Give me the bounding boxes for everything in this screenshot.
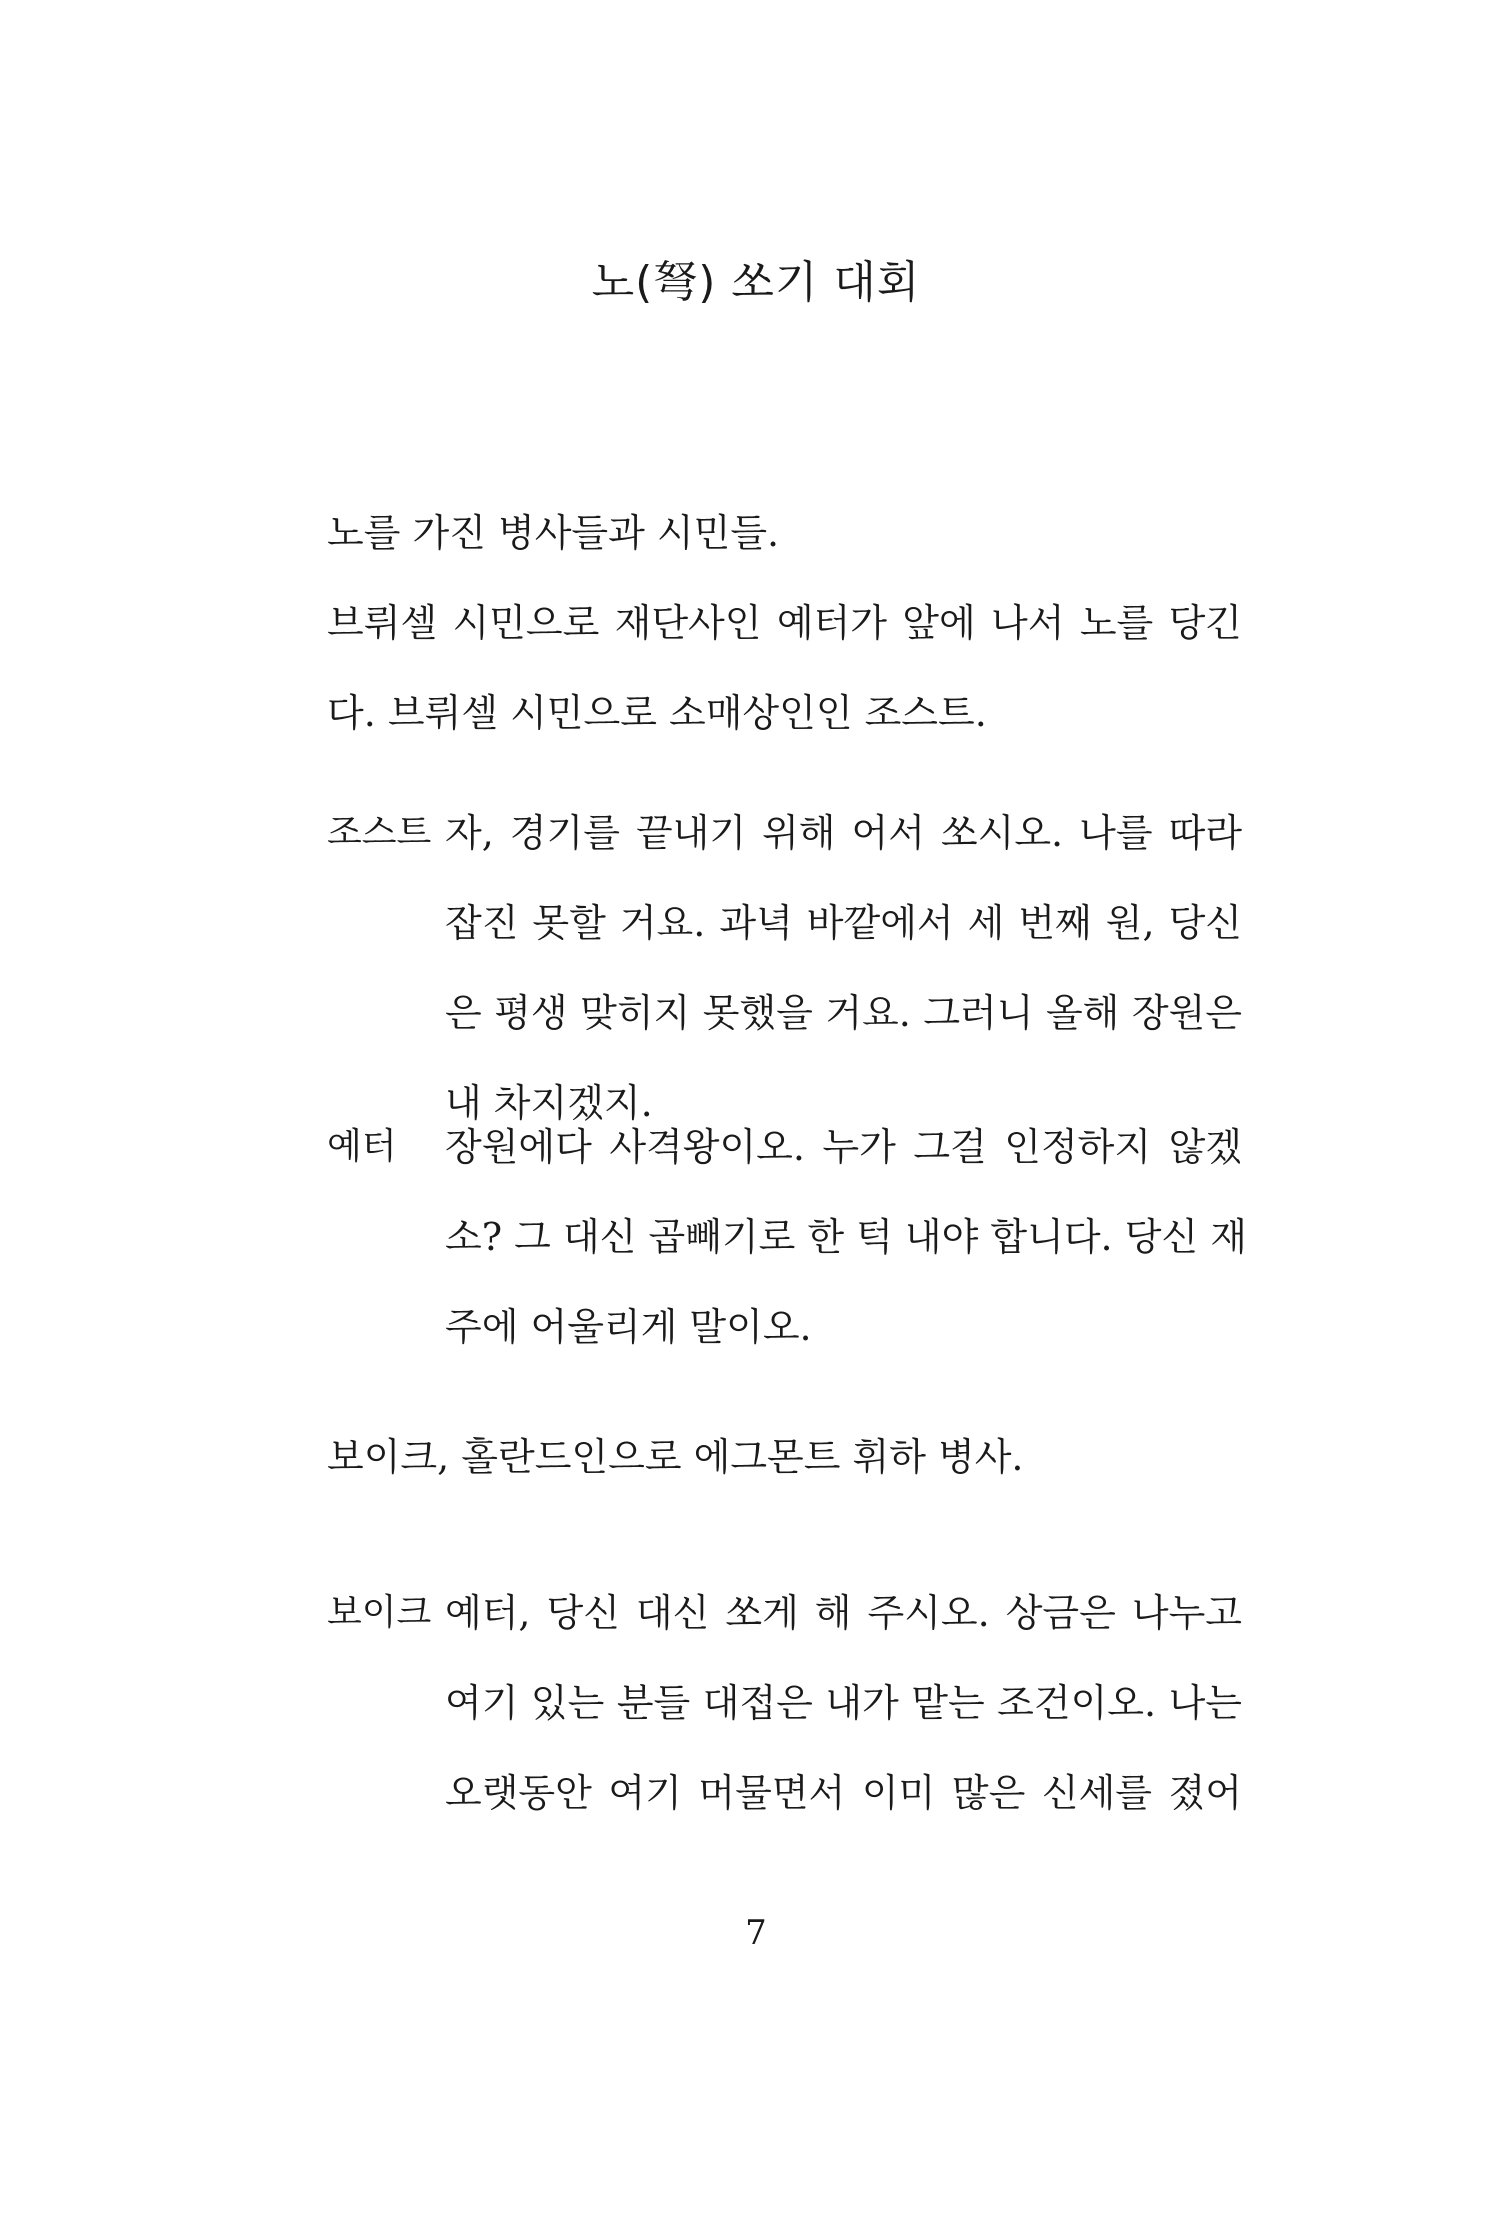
speech-line: 여기 있는 분들 대접은 내가 맡는 조건이오. 나는 [445, 1681, 1242, 1725]
speaker-name: 예터 [327, 1126, 397, 1167]
stage-direction-line: 노를 가진 병사들과 시민들. [327, 511, 780, 555]
stage-direction-line: 다. 브뤼셀 시민으로 소매상인인 조스트. [327, 691, 987, 735]
speech-line: 은 평생 맞히지 못했을 거요. 그러니 올해 장원은 [445, 991, 1242, 1035]
stage-direction-1 [327, 488, 1242, 758]
speech-jost [327, 788, 1242, 1148]
speech-line: 내 차지겠지. [445, 1081, 653, 1125]
speech-text [445, 1102, 1247, 1372]
speech-text [445, 788, 1242, 1148]
scene-title: 노(弩) 쏘기 대회 [591, 257, 921, 308]
speaker-name: 보이크 [327, 1592, 432, 1633]
speech-jetter [327, 1102, 1247, 1372]
stage-direction-line: 브뤼셀 시민으로 재단사인 예터가 앞에 나서 노를 당긴 [327, 601, 1242, 645]
speech-text [445, 1568, 1242, 1838]
page-number: 7 [745, 1913, 767, 1953]
speech-line: 잡진 못할 거요. 과녁 바깥에서 세 번째 원, 당신 [445, 901, 1242, 945]
speech-line: 자, 경기를 끝내기 위해 어서 쏘시오. 나를 따라 [445, 811, 1242, 855]
speech-line: 오랫동안 여기 머물면서 이미 많은 신세를 졌어 [445, 1771, 1242, 1815]
speech-line: 장원에다 사격왕이오. 누가 그걸 인정하지 않겠 [445, 1125, 1242, 1169]
speech-buyck [327, 1568, 1242, 1838]
speech-line: 소? 그 대신 곱빼기로 한 턱 내야 합니다. 당신 재 [445, 1215, 1247, 1259]
speaker-name: 조스트 [327, 812, 432, 853]
stage-direction-2 [327, 1412, 1242, 1502]
speech-line: 예터, 당신 대신 쏘게 해 주시오. 상금은 나누고 [445, 1591, 1242, 1635]
speech-line: 주에 어울리게 말이오. [445, 1305, 812, 1349]
stage-direction-line: 보이크, 홀란드인으로 에그몬트 휘하 병사. [327, 1435, 1024, 1479]
